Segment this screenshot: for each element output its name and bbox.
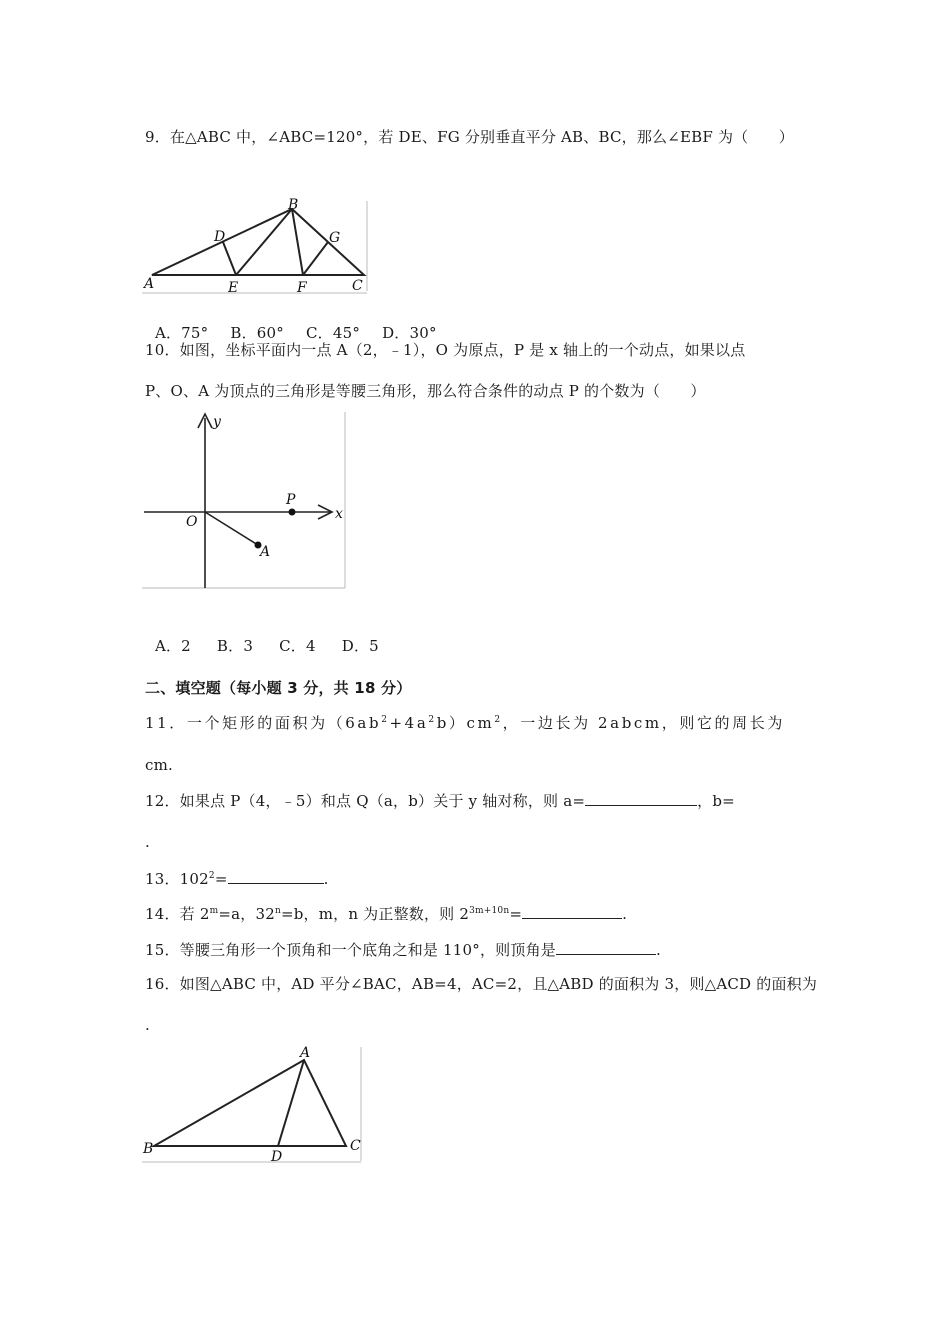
q15-blank[interactable]: [556, 939, 656, 955]
q11-text-b: +4a: [389, 714, 429, 732]
q13-text-b: =: [214, 870, 228, 888]
q9-label-d: D: [214, 229, 226, 245]
q13-line: [145, 868, 329, 889]
q12-text-a: 12．如果点 P（4，﹣5）和点 Q（a，b）关于 y 轴对称，则 a=: [145, 792, 586, 810]
q16-label-b: B: [143, 1141, 154, 1157]
q13-end: .: [323, 870, 329, 888]
q14-text-c: =b，m，n 为正整数，则 2: [280, 905, 470, 923]
q9-options: [145, 303, 459, 343]
q10-option-d[interactable]: D．5: [341, 637, 379, 655]
q14-text-d: =: [509, 905, 523, 923]
q10-label-p: P: [286, 492, 296, 508]
q10-option-c[interactable]: C．4: [279, 637, 316, 655]
q10-figure: [140, 410, 352, 592]
q10-label-x: x: [335, 506, 343, 522]
q12-text-b: ，b=: [697, 792, 735, 810]
q14-line: [145, 903, 627, 924]
q14-sup3: 3m+10n: [469, 906, 510, 916]
q10-label-y: y: [213, 414, 221, 430]
q9-option-a[interactable]: A．75°: [154, 324, 209, 342]
q12-line2: .: [145, 833, 150, 851]
q9-label-c: C: [352, 278, 363, 294]
q13-blank[interactable]: [228, 868, 324, 884]
q10-text-line1: 10．如图，坐标平面内一点 A（2，﹣1），O 为原点，P 是 x 轴上的一个动点，如果以点: [145, 341, 746, 359]
q16-line1: 16．如图△ABC 中，AD 平分∠BAC，AB=4，AC=2，且△ABD 的面积为 3，则△ACD 的面积为: [145, 975, 818, 993]
q14-sup1: m: [209, 906, 219, 916]
q13-sup: 2: [208, 871, 215, 881]
q11-text-a: 11．一个矩形的面积为（6ab: [145, 714, 382, 732]
q12-line1: [145, 790, 735, 811]
q11-line2: cm.: [145, 756, 173, 774]
q10-options: [145, 616, 401, 656]
q14-sup2: n: [274, 906, 281, 916]
q14-blank[interactable]: [522, 903, 622, 919]
q9-label-a: A: [144, 276, 155, 292]
q11-text-c: b）cm: [436, 714, 495, 732]
q14-text-b: =a，32: [218, 905, 275, 923]
q16-line2: .: [145, 1016, 150, 1034]
section2-title: 二、填空题（每小题 3 分，共 18 分）: [145, 679, 412, 697]
q15-text: 15．等腰三角形一个顶角和一个底角之和是 110°，则顶角是: [145, 941, 556, 959]
q11-sup3: 2: [494, 715, 503, 725]
q9-label-f: F: [297, 280, 307, 296]
q14-text-a: 14．若 2: [145, 905, 210, 923]
q9-text: 9．在△ABC 中，∠ABC=120°，若 DE、FG 分别垂直平分 AB、BC，那么∠EBF 为（ ）: [145, 128, 794, 146]
q10-label-a: A: [260, 544, 271, 560]
q11-text-d: ，一边长为 2abcm，则它的周长为: [502, 714, 785, 732]
q10-label-o: O: [186, 514, 198, 530]
q16-label-c: C: [350, 1138, 361, 1154]
q16-label-a: A: [300, 1045, 311, 1061]
q9-label-e: E: [228, 280, 239, 296]
q16-figure: [140, 1043, 368, 1167]
q9-figure: [140, 195, 372, 299]
q9-option-c[interactable]: C．45°: [305, 324, 361, 342]
q9-label-b: B: [288, 197, 299, 213]
q15-line: [145, 939, 661, 960]
q11-line1: [145, 713, 785, 733]
q14-end: .: [622, 905, 628, 923]
q9-option-d[interactable]: D．30°: [382, 324, 437, 342]
q10-option-a[interactable]: A．2: [154, 637, 191, 655]
q13-text-a: 13．102: [145, 870, 209, 888]
q9-label-g: G: [329, 230, 341, 246]
q16-label-d: D: [271, 1149, 283, 1165]
q12-blank-a[interactable]: [585, 790, 697, 806]
q11-sup1: 2: [381, 715, 390, 725]
q10-text-line2: P、O、A 为顶点的三角形是等腰三角形，那么符合条件的动点 P 的个数为（ ）: [145, 382, 706, 400]
q9-option-b[interactable]: B．60°: [230, 324, 284, 342]
q15-end: .: [656, 941, 661, 959]
q11-sup2: 2: [428, 715, 437, 725]
q10-option-b[interactable]: B．3: [216, 637, 254, 655]
